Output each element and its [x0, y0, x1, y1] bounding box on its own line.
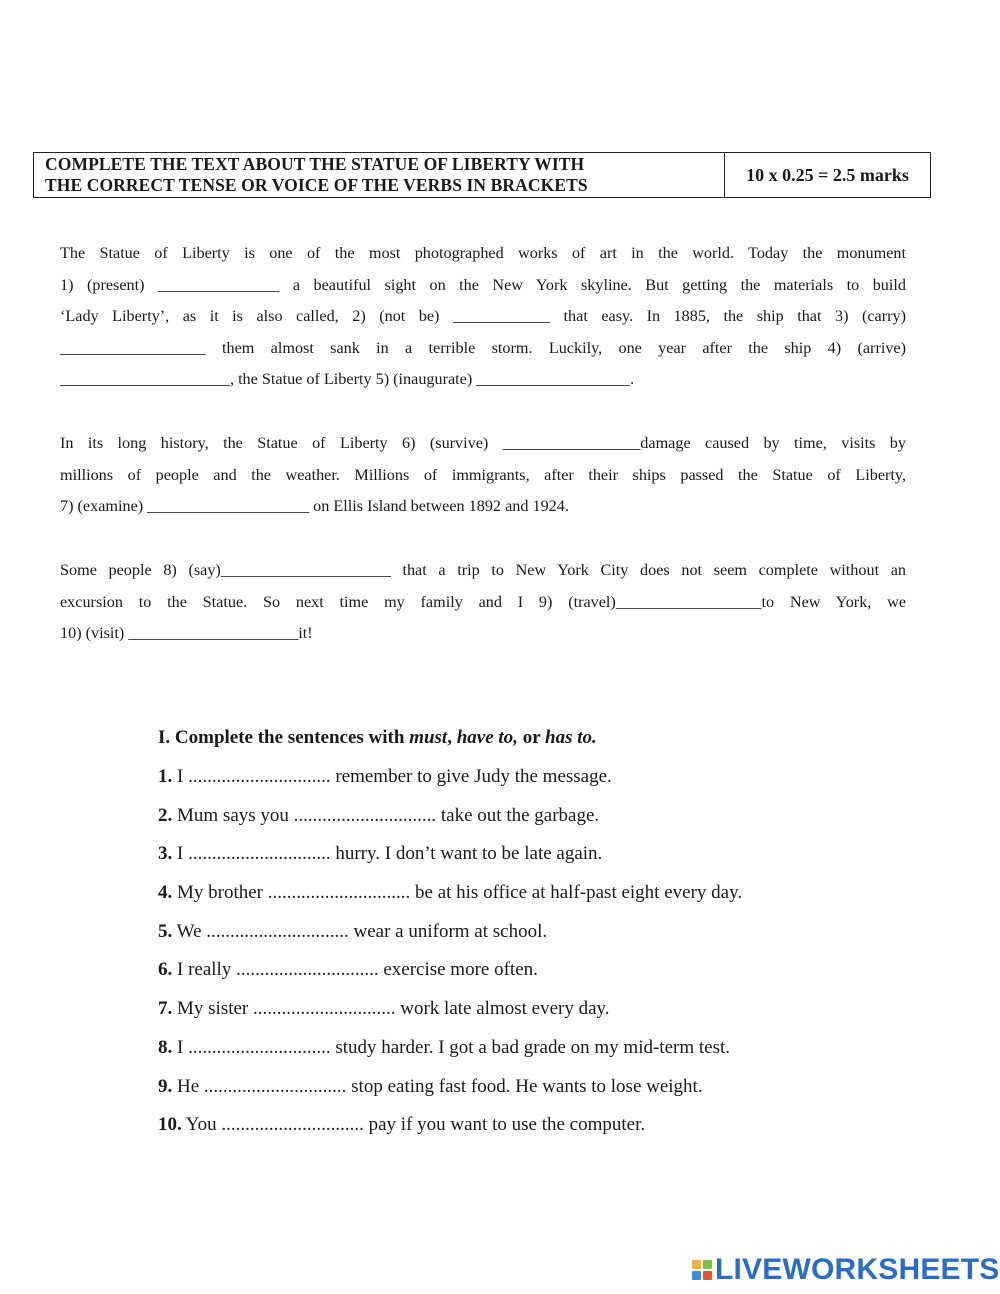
passage-paragraph-2: [60, 428, 906, 523]
liveworksheets-logo[interactable]: [692, 1253, 1000, 1287]
passage-line: ‘Lady Liberty’, as it is also called, 2) (not be) ____________ that easy. In 1885, the ship that 3) (carry): [60, 307, 906, 325]
exercise-list: [158, 764, 742, 1151]
item-text: My sister .............................. work late almost every day.: [172, 998, 610, 1020]
passage-line: Some people 8) (say)_____________________ that a trip to New York City does not seem complete without an: [60, 561, 906, 579]
passage-line: 10) (visit) _____________________it!: [60, 624, 313, 642]
passage-paragraph-1: [60, 238, 906, 396]
passage-line: In its long history, the Statue of Liberty 6) (survive) _________________damage caused by time, visits by: [60, 434, 906, 452]
instruction-title: [34, 153, 725, 197]
item-number: 4.: [158, 882, 173, 904]
item-number: 2.: [158, 804, 173, 826]
logo-square-4: [703, 1271, 712, 1280]
exercise-item: [158, 1035, 742, 1074]
item-text: Mum says you .............................. take out the garbage.: [172, 804, 600, 826]
exercise-item: [158, 803, 742, 842]
liveworksheets-logo-icon: [692, 1260, 712, 1280]
item-number: 10.: [158, 1114, 182, 1136]
logo-square-2: [703, 1260, 712, 1269]
item-text: We .............................. wear a uniform at school.: [172, 920, 548, 942]
item-text: I .............................. study harder. I got a bad grade on my mid-term test.: [172, 1036, 731, 1058]
item-number: 9.: [158, 1075, 173, 1097]
instruction-title-line1: COMPLETE THE TEXT ABOUT THE STATUE OF LIBERTY WITH: [45, 154, 585, 174]
item-number: 7.: [158, 998, 173, 1020]
passage-line: excursion to the Statue. So next time my family and I 9) (travel)__________________to New York, we: [60, 592, 906, 611]
exercise-item: [158, 919, 742, 958]
item-number: 6.: [158, 959, 173, 981]
item-text: I really .............................. exercise more often.: [172, 959, 538, 981]
exercise-item: [158, 1074, 742, 1113]
item-text: You .............................. pay if you want to use the computer.: [181, 1114, 646, 1136]
logo-square-1: [692, 1260, 701, 1269]
exercise-item: [158, 841, 742, 880]
item-text: He .............................. stop eating fast food. He wants to lose weight.: [172, 1075, 703, 1097]
exercise-item: [158, 957, 742, 996]
exercise-title-sep1: ,: [447, 727, 457, 748]
item-text: My brother .............................. be at his office at half-past eight every day.: [172, 882, 743, 904]
item-text: I .............................. hurry. I don’t want to be late again.: [172, 843, 603, 865]
exercise-item: [158, 1112, 742, 1151]
passage-line: 1) (present) _______________ a beautiful sight on the New York skyline. But getting the materials to build: [60, 275, 906, 294]
passage-line: millions of people and the weather. Millions of immigrants, after their ships passed the Statue of Liberty,: [60, 465, 906, 484]
passage-line: _____________________, the Statue of Liberty 5) (inaugurate) ___________________.: [60, 370, 635, 388]
exercise-title-has-to: has to.: [545, 727, 597, 748]
exercise-title-prefix: I. Complete the sentences with: [158, 727, 410, 748]
instruction-header: [33, 152, 931, 198]
exercise-item: [158, 880, 742, 919]
passage-line: 7) (examine) ____________________ on Ellis Island between 1892 and 1924.: [60, 497, 569, 515]
item-text: I .............................. remember to give Judy the message.: [172, 766, 612, 787]
exercise-item: [158, 764, 742, 803]
exercise-title-must: must: [409, 727, 448, 748]
exercise-item: [158, 996, 742, 1035]
item-number: 5.: [158, 920, 173, 942]
passage-line: __________________ them almost sank in a terrible storm. Luckily, one year after the ship 4) (arrive): [60, 338, 906, 357]
exercise-title: [158, 727, 597, 749]
item-number: 3.: [158, 843, 173, 865]
passage-line: The Statue of Liberty is one of the most photographed works of art in the world. Today the monument: [60, 244, 906, 262]
marks-label: 10 x 0.25 = 2.5 marks: [746, 164, 909, 185]
logo-square-3: [692, 1271, 701, 1280]
exercise-title-have-to: have to,: [456, 727, 518, 748]
exercise-title-sep2: or: [517, 727, 546, 748]
item-number: 8.: [158, 1036, 173, 1058]
liveworksheets-logo-text: LIVEWORKSHEETS: [715, 1253, 1000, 1286]
instruction-title-line2: THE CORRECT TENSE OR VOICE OF THE VERBS IN BRACKETS: [45, 175, 588, 195]
passage-paragraph-3: [60, 555, 906, 650]
item-number: 1.: [158, 766, 173, 787]
